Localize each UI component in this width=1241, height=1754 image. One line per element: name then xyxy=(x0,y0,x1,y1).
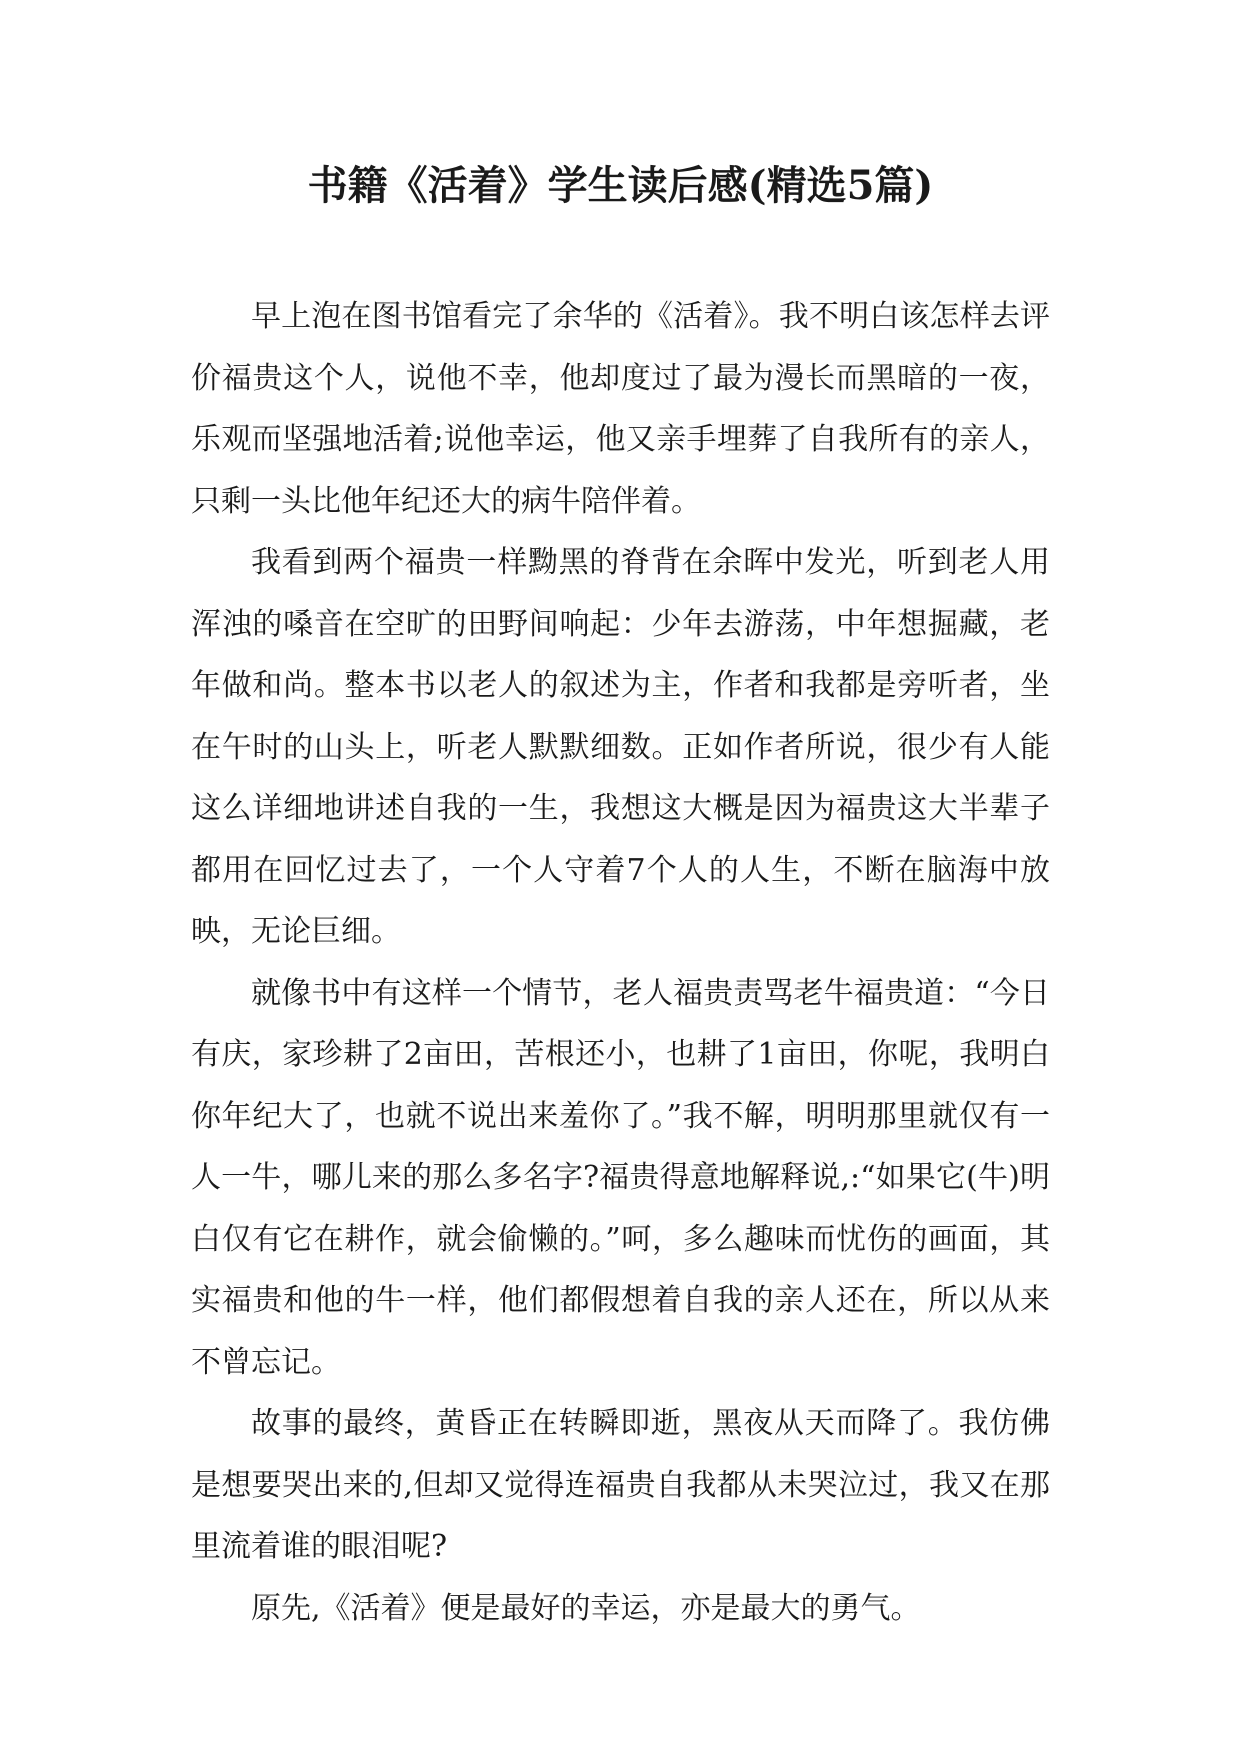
paragraph-5: 原先,《活着》便是最好的幸运，亦是最大的勇气。 xyxy=(251,1590,921,1626)
paragraph-3: 就像书中有这样一个情节，老人福贵责骂老牛福贵道：“今日有庆，家珍耕了2亩田，苦根还小，也耕了1亩田，你呢，我明白你年纪大了，也就不说出来羞你了。”我不解，明明那里就仅有一人一牛，哪儿来的那么多名字?福贵得意地解释说,:“如果它(牛)明白仅有它在耕作，就会偷懒的。”呵，多么趣味而忧伤的画面，其实福贵和他的牛一样，他们都假想着自我的亲人还在，所以从来不曾忘记。 xyxy=(191,975,1050,1380)
document-title: 书籍《活着》学生读后感(精选5篇) xyxy=(307,162,934,209)
paragraph-1: 早上泡在图书馆看完了余华的《活着》。我不明白该怎样去评价福贵这个人，说他不幸，他却度过了最为漫长而黑暗的一夜，乐观而坚强地活着;说他幸运，他又亲手埋葬了自我所有的亲人，只剩一头比他年纪还大的病牛陪伴着。 xyxy=(191,299,1050,519)
paragraph-2: 我看到两个福贵一样黝黑的脊背在余晖中发光，听到老人用浑浊的嗓音在空旷的田野间响起：少年去游荡，中年想掘藏，老年做和尚。整本书以老人的叙述为主，作者和我都是旁听者，坐在午时的山头上，听老人默默细数。正如作者所说，很少有人能这么详细地讲述自我的一生，我想这大概是因为福贵这大半辈子都用在回忆过去了，一个人守着7个人的人生，不断在脑海中放映，无论巨细。 xyxy=(191,545,1050,949)
paragraph-4: 故事的最终，黄昏正在转瞬即逝，黑夜从天而降了。我仿佛是想要哭出来的,但却又觉得连福贵自我都从未哭泣过，我又在那里流着谁的眼泪呢? xyxy=(191,1406,1050,1564)
document-body xyxy=(191,286,1050,1639)
